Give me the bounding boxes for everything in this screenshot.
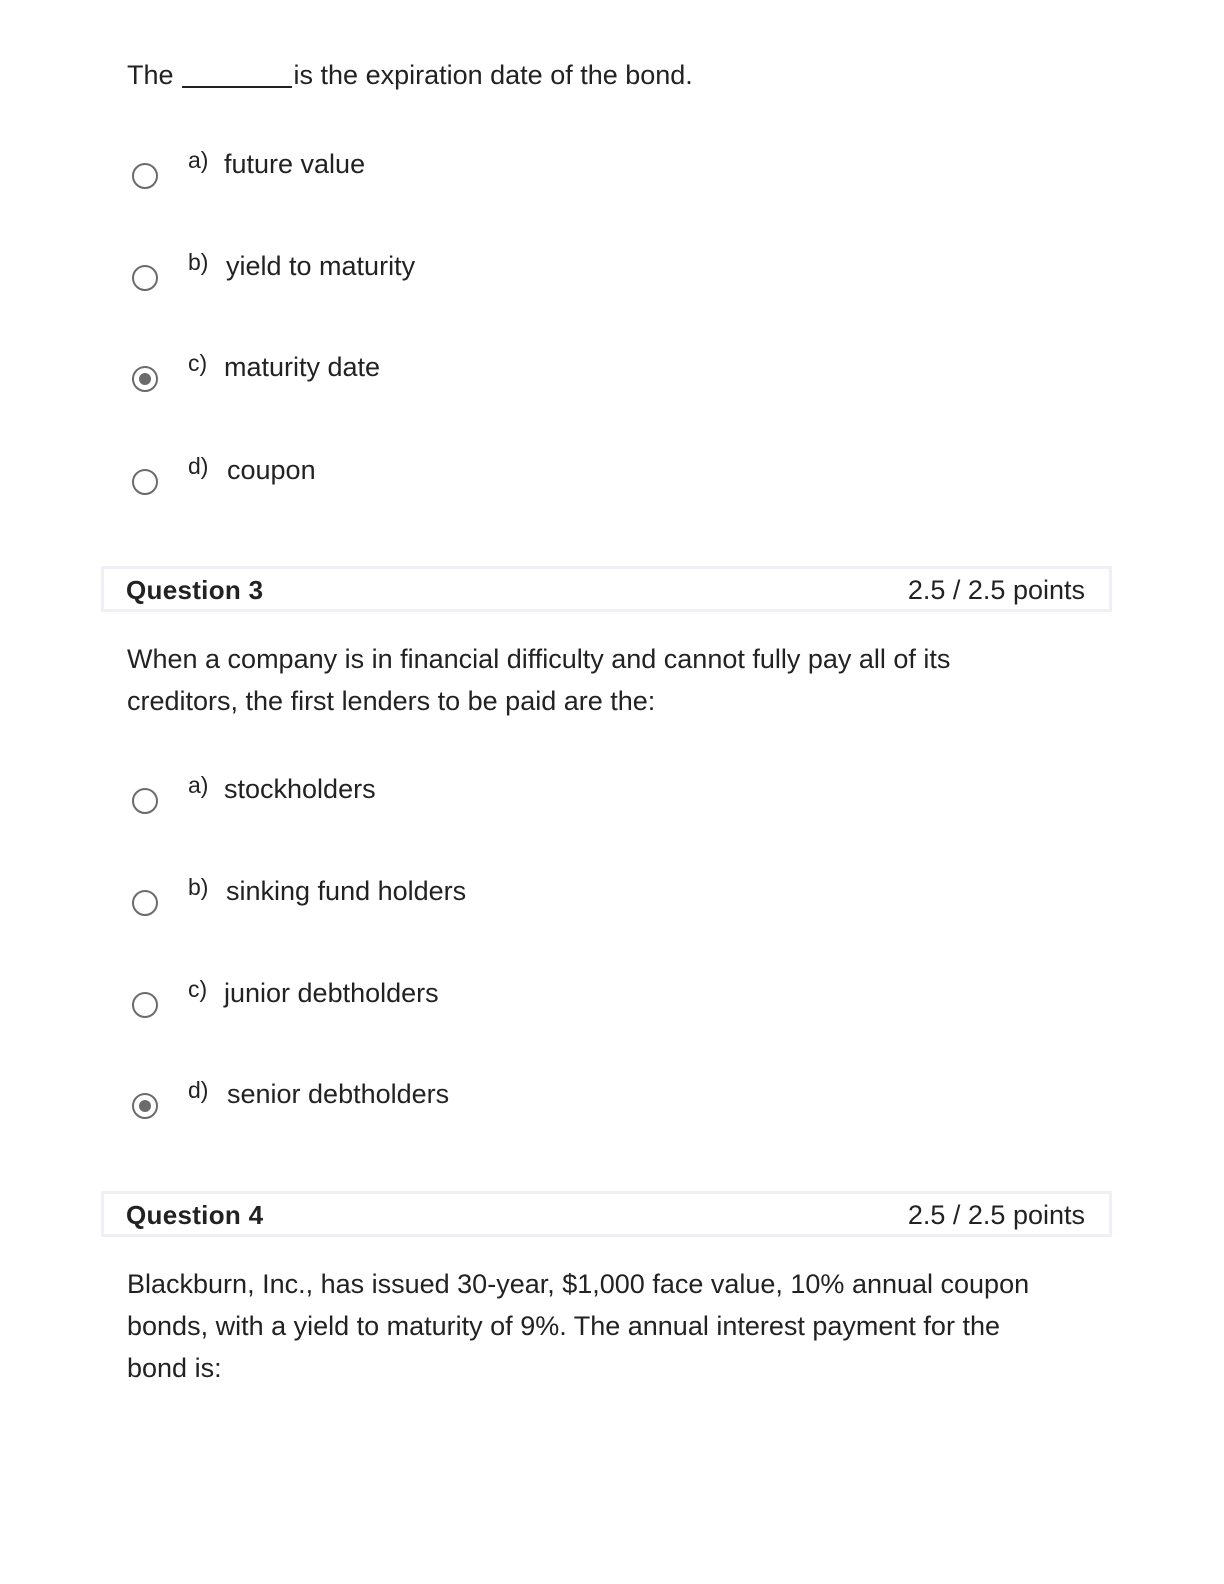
radio-button[interactable] xyxy=(132,163,158,189)
option-text: stockholders xyxy=(224,774,376,804)
prompt-line: Blackburn, Inc., has issued 30-year, $1,000 face value, 10% annual coupon xyxy=(127,1269,1030,1299)
option-text: senior debtholders xyxy=(227,1079,450,1109)
prompt-line: bonds, with a yield to maturity of 9%. The annual interest payment for the xyxy=(127,1311,1000,1341)
radio-button[interactable] xyxy=(132,788,158,814)
prompt-text-after: is the expiration date of the bond. xyxy=(293,60,693,90)
option-letter: b) xyxy=(188,874,209,900)
q2-option-d[interactable] xyxy=(132,453,732,509)
option-text: maturity date xyxy=(224,352,381,382)
option-letter: d) xyxy=(188,1077,209,1103)
prompt-line: creditors, the first lenders to be paid are the: xyxy=(127,686,656,716)
q2-option-a[interactable] xyxy=(132,147,732,203)
q2-option-b[interactable] xyxy=(132,249,732,305)
radio-button-selected[interactable] xyxy=(132,1093,158,1119)
question-title: Question 3 xyxy=(126,575,264,605)
radio-button[interactable] xyxy=(132,890,158,916)
radio-button-selected[interactable] xyxy=(132,366,158,392)
question-3-prompt xyxy=(127,638,950,722)
option-letter: c) xyxy=(188,350,208,376)
question-points: 2.5 / 2.5 points xyxy=(907,575,1085,605)
question-3-header xyxy=(101,566,1112,612)
option-text: sinking fund holders xyxy=(226,876,467,906)
q3-option-b[interactable] xyxy=(132,874,732,930)
prompt-line: When a company is in financial difficulty and cannot fully pay all of its xyxy=(127,644,951,674)
q3-option-a[interactable] xyxy=(132,772,732,828)
option-letter: d) xyxy=(188,453,209,479)
option-text: future value xyxy=(224,149,366,179)
radio-button[interactable] xyxy=(132,992,158,1018)
question-4-header xyxy=(101,1191,1112,1237)
question-points: 2.5 / 2.5 points xyxy=(907,1200,1085,1230)
option-letter: c) xyxy=(188,976,208,1002)
option-letter: a) xyxy=(188,772,209,798)
fill-in-blank xyxy=(182,86,292,88)
question-4-prompt xyxy=(127,1263,1029,1389)
radio-button[interactable] xyxy=(132,469,158,495)
q2-option-c[interactable] xyxy=(132,350,732,406)
option-text: yield to maturity xyxy=(226,251,416,281)
prompt-line: bond is: xyxy=(127,1353,222,1383)
question-title: Question 4 xyxy=(126,1200,264,1230)
option-letter: b) xyxy=(188,249,209,275)
option-text: junior debtholders xyxy=(224,978,439,1008)
q3-option-c[interactable] xyxy=(132,976,732,1032)
option-letter: a) xyxy=(188,147,209,173)
prompt-text-before: The xyxy=(127,60,174,90)
radio-button[interactable] xyxy=(132,265,158,291)
question-2-prompt xyxy=(127,54,693,96)
option-text: coupon xyxy=(227,455,316,485)
q3-option-d[interactable] xyxy=(132,1077,732,1133)
